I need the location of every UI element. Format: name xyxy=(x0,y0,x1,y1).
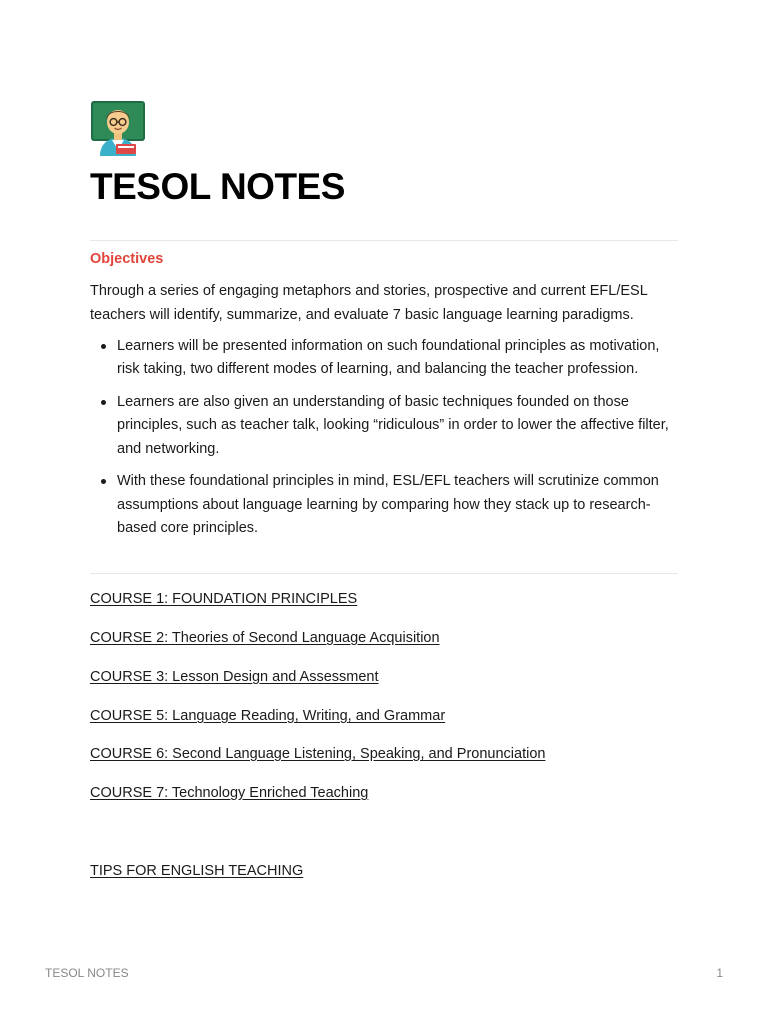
list-item xyxy=(90,470,678,540)
list-item-text: Learners are also given an understanding of basic techniques founded on those principles, such as teacher talk, looking “ridiculous” in order to lower the affective filter, and networking. xyxy=(117,394,669,457)
divider xyxy=(90,573,678,574)
course-5-link[interactable]: COURSE 5: Language Reading, Writing, and Grammar xyxy=(90,708,446,724)
objectives-intro: Through a series of engaging metaphors and stories, prospective and current EFL/ESL teachers will identify, summarize, and evaluate 7 basic language learning paradigms. xyxy=(90,283,648,323)
footer-title: TESOL NOTES xyxy=(45,966,129,980)
course-2-link[interactable]: COURSE 2: Theories of Second Language Acquisition xyxy=(90,630,440,646)
bullet-icon xyxy=(101,344,106,349)
course-3-link[interactable]: COURSE 3: Lesson Design and Assessment xyxy=(90,669,379,685)
divider xyxy=(90,240,678,241)
bullet-icon xyxy=(101,479,106,484)
page-number: 1 xyxy=(716,966,723,980)
list-item-text: With these foundational principles in mind, ESL/EFL teachers will scrutinize common assumptions about language learning by comparing how they stack up to research-based core principles. xyxy=(117,473,659,537)
tips-link[interactable]: TIPS FOR ENGLISH TEACHING xyxy=(90,863,304,879)
course-6-link[interactable]: COURSE 6: Second Language Listening, Speaking, and Pronunciation xyxy=(90,746,546,762)
list-item xyxy=(90,391,678,461)
list-item-text: Learners will be presented information on such foundational principles as motivation, risk taking, two different modes of learning, and balancing the teacher profession. xyxy=(117,338,660,378)
page-title: TESOL NOTES xyxy=(90,166,345,207)
teacher-emoji-icon xyxy=(90,100,146,156)
course-1-link[interactable]: COURSE 1: FOUNDATION PRINCIPLES xyxy=(90,591,358,607)
course-7-link[interactable]: COURSE 7: Technology Enriched Teaching xyxy=(90,785,369,801)
objectives-heading: Objectives xyxy=(90,251,164,267)
list-item xyxy=(90,335,678,382)
bullet-icon xyxy=(101,400,106,405)
objectives-list xyxy=(90,335,678,550)
